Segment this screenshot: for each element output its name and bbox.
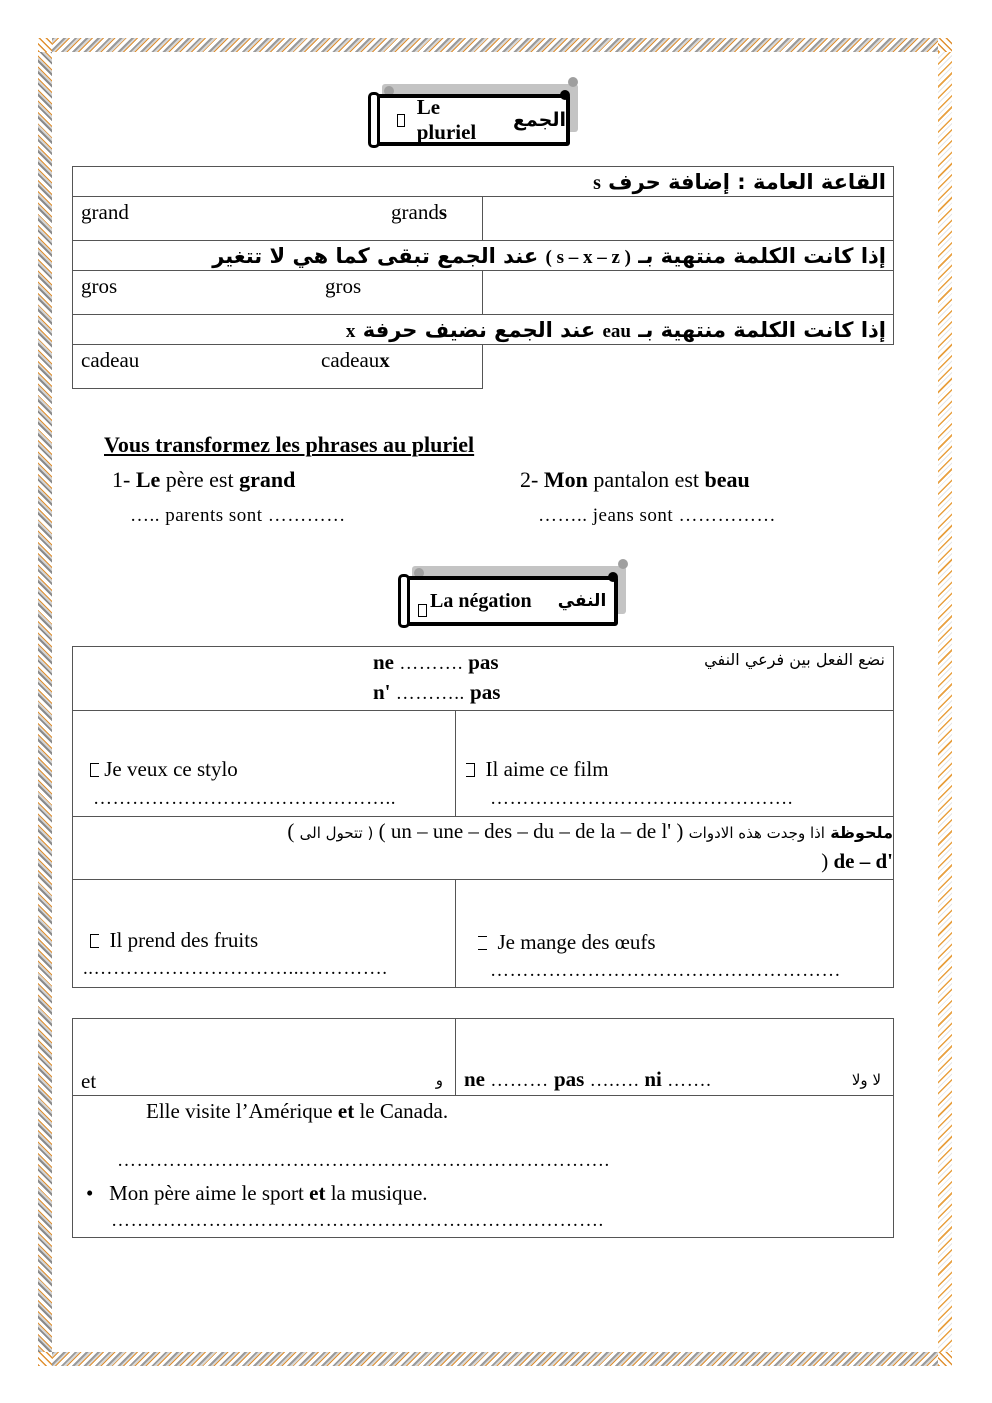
rule-general-heading [73, 167, 894, 197]
border-left [38, 52, 52, 1352]
plural-title-fr: Le pluriel [416, 95, 477, 144]
checkbox-icon [466, 763, 475, 777]
banner-roll [368, 92, 380, 148]
plural-stem: grand [391, 200, 439, 224]
ne-word: ne [464, 1067, 485, 1091]
plural-answer-line-2[interactable]: …….. jeans sont …………… [538, 505, 776, 526]
rule-heading-letters: ( s – x – z ) [545, 247, 631, 268]
conjunction-exercise-cell [73, 1096, 894, 1238]
plural-stem: cadeau [321, 348, 380, 372]
plural-suffix: x [379, 348, 390, 372]
negation-title-fr: La négation [430, 589, 532, 612]
formula-dots: ……… [485, 1070, 554, 1091]
exercise-sentence-text: Il aime ce film [485, 757, 609, 781]
rule-heading-text: إذا كانت الكلمة منتهية بـ [638, 318, 886, 342]
border-right [938, 52, 952, 1352]
rule-heading-text: إذا كانت الكلمة منتهية بـ [638, 244, 886, 268]
sentence-text: le Canada. [354, 1099, 449, 1123]
border-bottom [52, 1352, 938, 1366]
rule-example-cell [73, 197, 483, 241]
rule-heading-letter: x [345, 321, 356, 342]
conjunction-et-ar: و [435, 1071, 443, 1089]
pas-word: pas [470, 680, 501, 704]
conjunction-et-cell [73, 1019, 456, 1096]
plural-word: gros [325, 274, 362, 298]
exercise-sentence [90, 757, 238, 782]
conjunction-ni-ar: لا ولا [851, 1071, 881, 1089]
item-bold-word: beau [704, 467, 750, 492]
border-corner [38, 1352, 52, 1366]
formula-dots: ….…. [584, 1070, 645, 1091]
rule-eau-heading [73, 315, 894, 345]
sentence-bold-word: et [337, 1099, 355, 1123]
answer-line[interactable]: ..…………………………...…………. [83, 958, 388, 979]
conjunction-sentence-2 [86, 1181, 428, 1206]
item-text: père est [160, 467, 240, 492]
ne-word: ne [373, 650, 394, 674]
exercise-sentence [90, 928, 258, 953]
rule-empty-cell [483, 197, 894, 241]
negation-note-line-2 [821, 849, 893, 874]
bullet-icon: • [86, 1181, 94, 1205]
conjunction-et: et [81, 1069, 97, 1093]
plural-exercise-title: Vous transformez les phrases au pluriel [104, 432, 475, 457]
square-box-icon [397, 114, 406, 127]
answer-line[interactable]: …………………………………………………………………. [111, 1210, 604, 1231]
singular-word: gros [81, 274, 118, 298]
negation-banner-box [404, 576, 618, 626]
item-bold-word: Mon [543, 467, 588, 492]
banner-endcap [608, 572, 618, 582]
negation-exercise-cell [73, 880, 456, 988]
border-corner [38, 38, 52, 52]
formula-dots: ………. [394, 653, 469, 674]
rule-heading-text: القاعة العامة : إضافة حرف [608, 170, 886, 194]
plural-word [391, 200, 447, 225]
plural-exercise-item-2 [520, 467, 750, 493]
sentence-bold-word: et [309, 1181, 326, 1205]
negation-title-ar: النفي [557, 591, 607, 611]
exercise-sentence-text: Je veux ce stylo [104, 757, 238, 781]
plural-title-ar: الجمع [512, 109, 566, 131]
answer-line[interactable]: ……………………………………….. [93, 788, 396, 809]
sentence-text: Elle visite l’Amérique [146, 1099, 338, 1123]
negation-note-line-1: ملحوظة اذا وجدت هذه الادوات ( un – une – des – du – de la – de l' ) ( تتحول الى ) [287, 819, 893, 843]
rule-example-cell [73, 271, 483, 315]
note-transform-ar: ( تتحول الى [299, 824, 374, 842]
border-corner [938, 38, 952, 52]
plural-banner [368, 74, 584, 154]
border-top [52, 38, 938, 52]
negation-rule-ar: نضع الفعل بين فرعي النفي [704, 650, 885, 669]
note-label: ملحوظة [830, 823, 893, 842]
checkbox-icon [90, 934, 99, 948]
item-number: 2- [520, 467, 539, 492]
conjunction-ni-cell [456, 1019, 894, 1096]
negation-exercise-cell [456, 711, 894, 817]
plural-word [321, 348, 390, 373]
sentence-text: Mon père aime le sport [109, 1181, 310, 1205]
checkbox-icon [90, 763, 99, 777]
negation-formula-2 [373, 680, 500, 705]
note-paren: ) [821, 849, 829, 873]
negation-table [72, 646, 894, 988]
item-bold-word: Le [135, 467, 161, 492]
negation-rule-cell [73, 647, 894, 711]
answer-line[interactable]: ………………………….……………. [490, 788, 793, 809]
answer-line[interactable]: …………………………………………………………………. [117, 1150, 610, 1171]
negation-exercise-cell [456, 880, 894, 988]
banner-knob [568, 77, 578, 87]
exercise-sentence-text: Je mange des œufs [497, 930, 656, 954]
rule-empty-cell [483, 345, 894, 389]
item-number: 1- [112, 467, 131, 492]
note-articles: ( un – une – des – du – de la – de l' ) [378, 819, 684, 843]
banner-endcap [560, 90, 570, 100]
conjunction-table [72, 1018, 894, 1238]
banner-knob [618, 559, 628, 569]
formula-dots: ……….. [390, 683, 471, 704]
square-box-icon [418, 604, 427, 617]
plural-banner-box [374, 94, 570, 146]
exercise-sentence [478, 930, 656, 955]
sentence-text: la musique. [325, 1181, 428, 1205]
note-result: de – d' [833, 849, 893, 873]
rule-empty-cell [483, 271, 894, 315]
exercise-sentence [466, 757, 609, 782]
singular-word: cadeau [81, 348, 140, 372]
formula-dots: ……. [661, 1070, 712, 1091]
rule-example-cell [73, 345, 483, 389]
negation-banner [398, 556, 634, 632]
note-text-ar: اذا وجدت هذه الادوات [688, 824, 825, 842]
singular-word: grand [81, 200, 129, 224]
conjunction-ni-formula [464, 1067, 711, 1092]
checkbox-icon [478, 936, 487, 950]
rule-heading-text: عند الجمع تبقى كما هي لا تتغير [212, 244, 539, 268]
negation-exercise-cell [73, 711, 456, 817]
ni-word: ni [644, 1067, 662, 1091]
pas-word: pas [468, 650, 499, 674]
rule-heading-text: عند الجمع نضيف حرفة [362, 318, 596, 342]
ne-word: n' [373, 680, 391, 704]
plural-rules-table [72, 166, 894, 389]
item-bold-word: grand [239, 467, 296, 492]
rule-heading-letter: s [593, 172, 601, 194]
exercise-sentence-text: Il prend des fruits [109, 928, 259, 952]
plural-answer-line-1[interactable]: ….. parents sont ………… [130, 505, 346, 526]
negation-formula-1 [373, 650, 499, 675]
item-text: pantalon est [587, 467, 705, 492]
plural-suffix: s [438, 200, 448, 224]
rule-heading-letters: eau [602, 321, 631, 342]
rule-sxz-heading [73, 241, 894, 271]
plural-exercise-item-1 [112, 467, 295, 493]
answer-line[interactable]: ……………………………………………… [490, 960, 841, 981]
border-corner [938, 1352, 952, 1366]
pas-word: pas [554, 1067, 585, 1091]
banner-roll [398, 574, 410, 628]
conjunction-sentence-1 [146, 1099, 448, 1124]
negation-note-cell [73, 817, 894, 880]
